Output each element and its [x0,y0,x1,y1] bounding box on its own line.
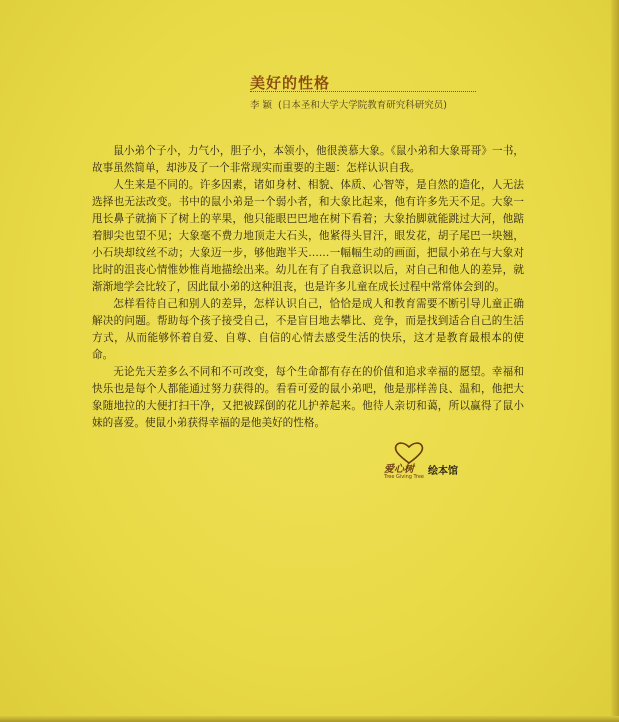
logo-subtitle: Tree Giving Tree [384,474,424,480]
logo-name: 爱心树 [384,464,414,475]
paragraph-4: 无论先天差多么不同和不可改变，每个生命都有存在的价值和追求幸福的愿望。幸福和快乐也是每个人都能通过努力获得的。看看可爱的鼠小弟吧，他是那样善良、温和，他把大象随地拉的大便打扫干净，又把被踩倒的花儿护养起来。他待人亲切和蔼，所以赢得了鼠小妹的喜爱。使鼠小弟获得幸福的是他美好的性格。 [92,366,524,429]
paragraph-3: 怎样看待自己和别人的差异，怎样认识自己，恰恰是成人和教育需要不断引导儿童正确解决的问题。帮助每个孩子接受自己，不是盲目地去攀比、竞争，而是找到适合自己的生活方式，从而能够怀着自爱、自尊、自信的心情去感受生活的快乐，这才是教育最根本的使命。 [92,298,524,361]
author-name: 李 颖 [250,100,273,111]
author-line [250,97,447,111]
article-title: 美好的性格 [250,74,331,92]
page-edge-right [611,0,619,722]
author-affiliation: (日本圣和大学大学院教育研究科研究员) [278,100,447,111]
page-edge-bottom [0,716,619,722]
publisher-logo [384,441,484,491]
article-body [92,143,524,432]
logo-suffix: 绘本馆 [428,466,458,477]
paragraph-2: 人生来是不同的。许多因素，诸如身材、相貌、体质、心智等，是自然的造化，人无法选择也无法改变。书中的鼠小弟是一个弱小者，和大象比起来，他有许多先天不足。大象一甩长鼻子就摘下了树上的苹果，他只能眼巴巴地在树下看着；大象抬脚就能跳过大河，他踮着脚尖也望不见；大象毫不费力地顶走大石头，他紧得头冒汗，眼发花，胡子尾巴一块翘，小石块却纹丝不动；大象迈一步，够他跑半天……一幅幅生动的画面，把鼠小弟在与大象对比时的沮丧心情惟妙惟肖地描绘出来。幼儿在有了自我意识以后，对自己和他人的差异，就渐渐地学会比较了，因此鼠小弟的这种沮丧，也是许多儿童在成长过程中常常体会到的。 [92,179,524,293]
paragraph-1: 鼠小弟个子小，力气小，胆子小，本领小，他很羡慕大象。《鼠小弟和大象哥哥》一书，故事虽然简单，却涉及了一个非常现实而重要的主题：怎样认识自我。 [92,145,524,174]
title-divider [250,91,476,92]
